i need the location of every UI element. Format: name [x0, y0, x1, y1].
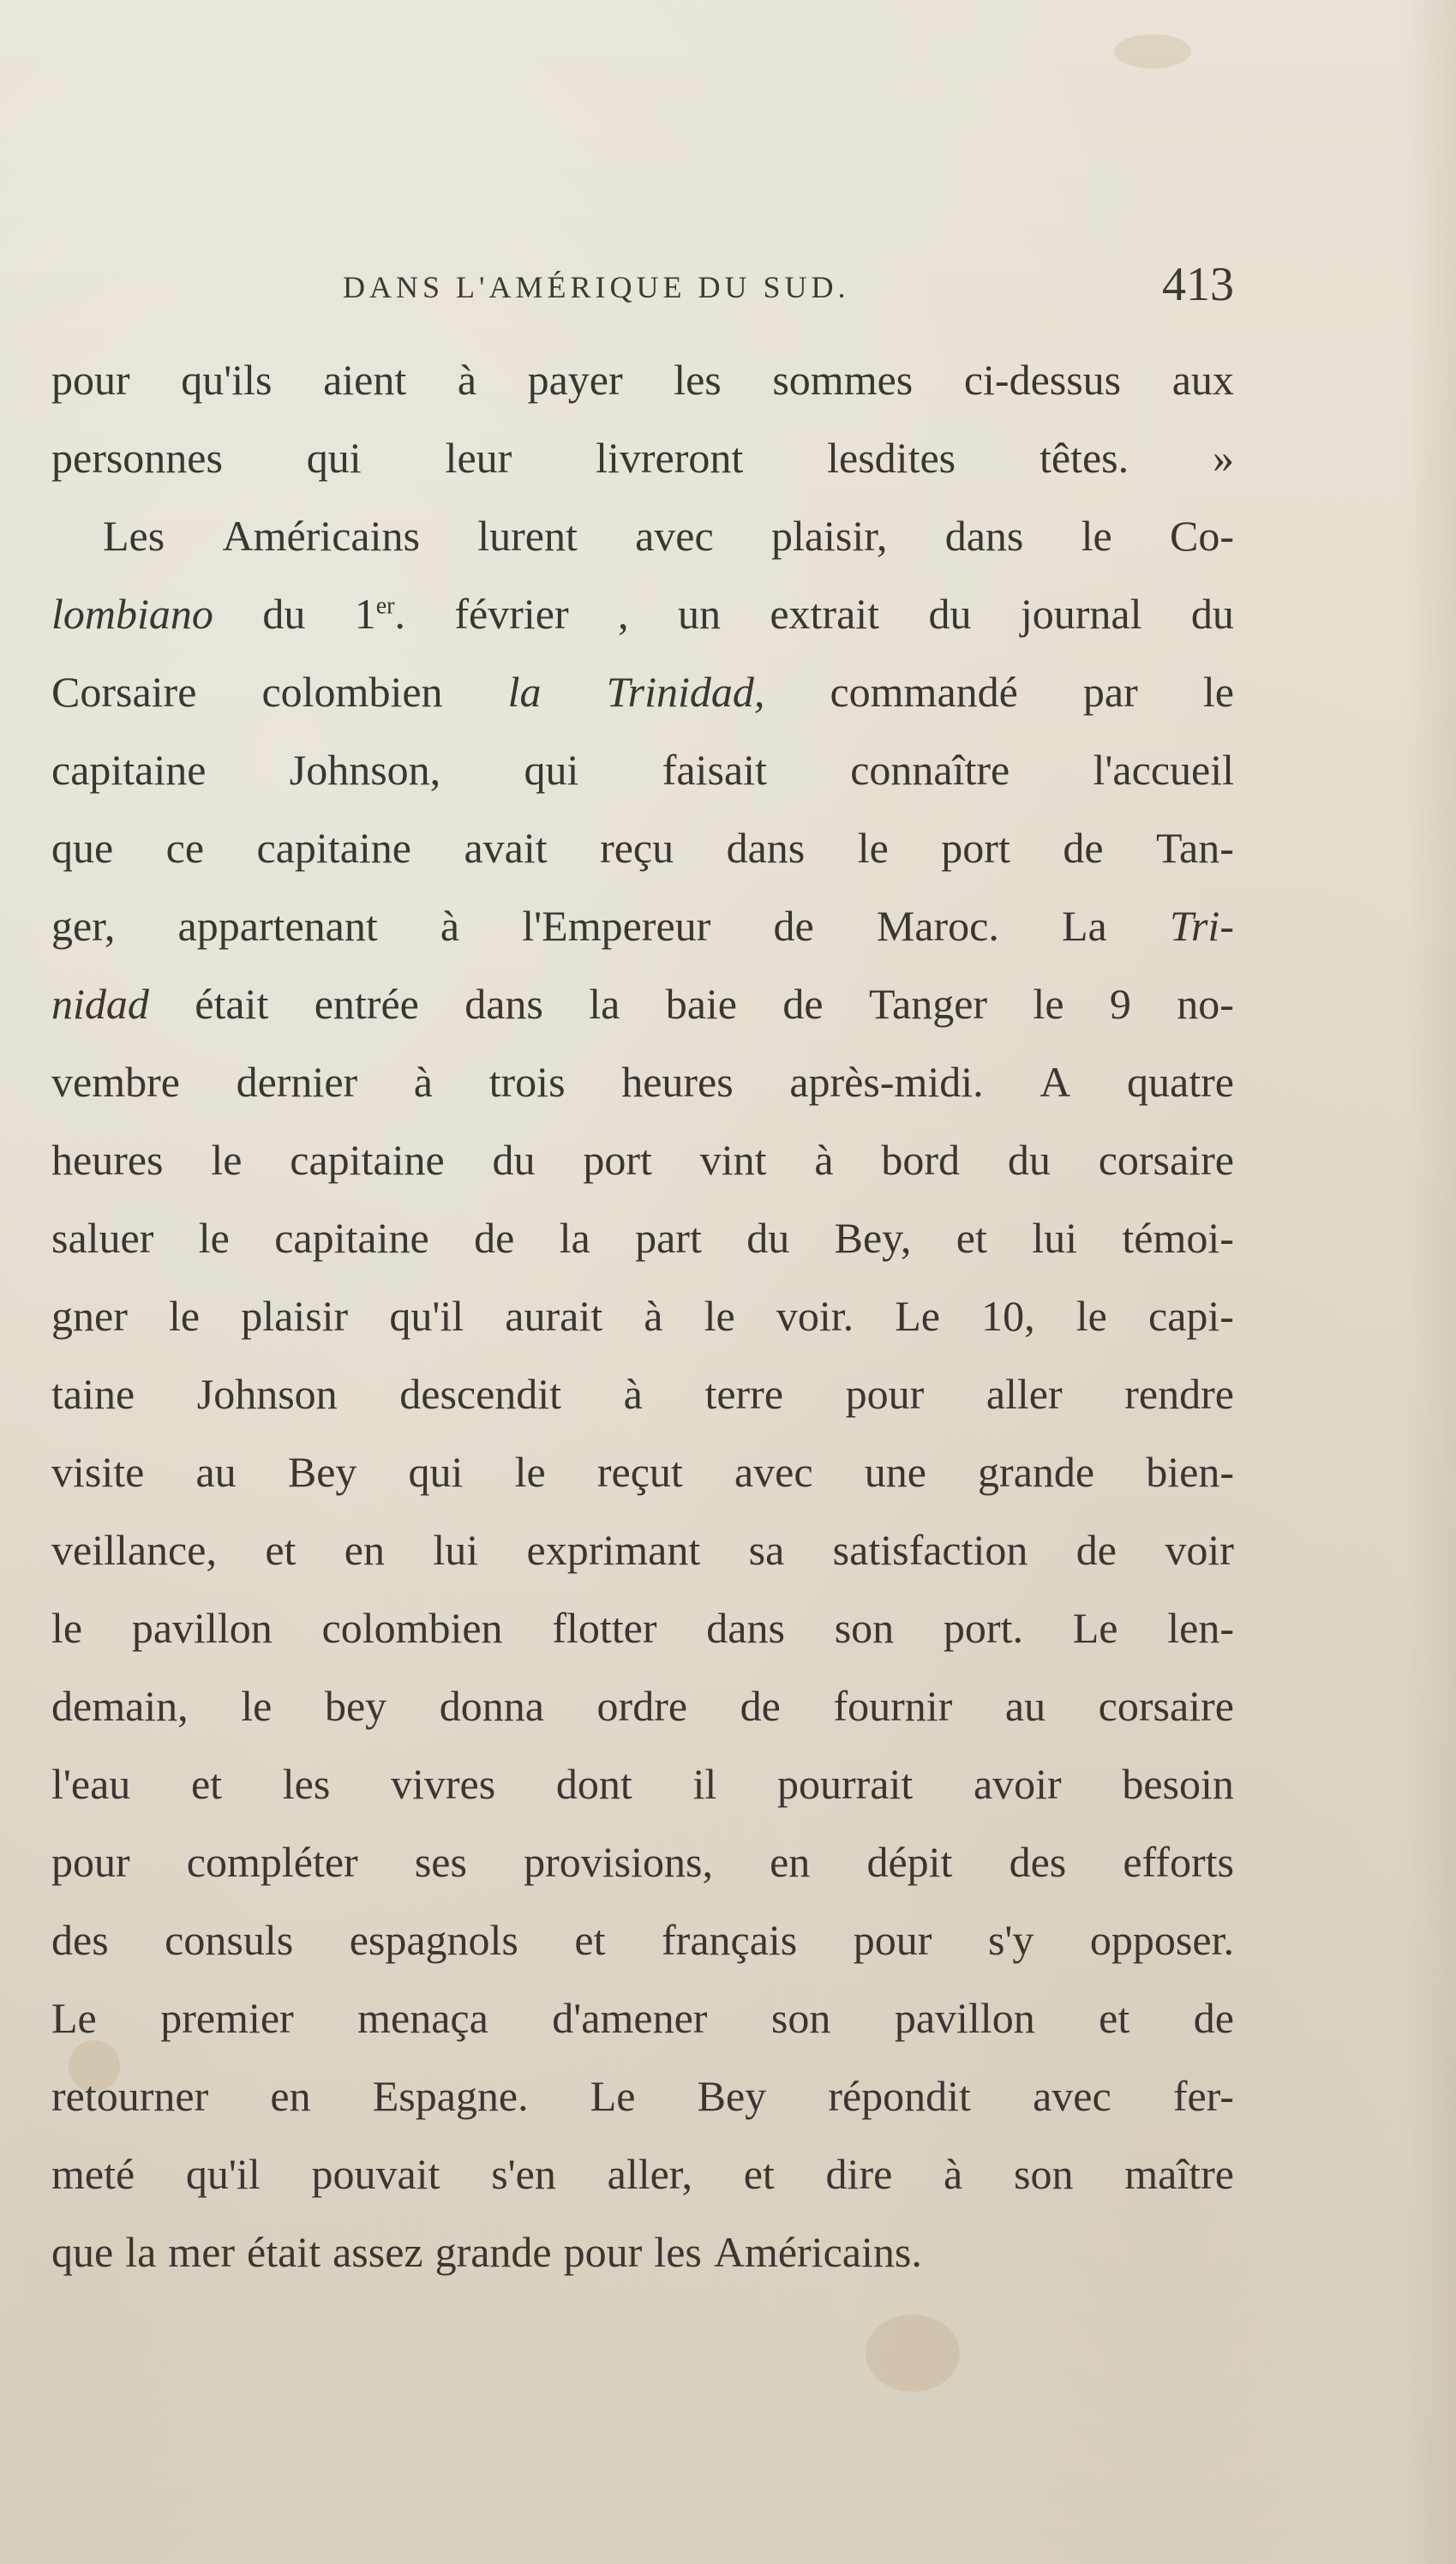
- word: à: [440, 902, 460, 950]
- word: ce: [165, 824, 205, 872]
- word: Johnson: [196, 1370, 338, 1418]
- word: en: [770, 1838, 811, 1886]
- word: qui: [306, 434, 362, 482]
- word: du: [1190, 590, 1234, 638]
- text-line: [51, 809, 1234, 887]
- word: flotter: [552, 1604, 657, 1652]
- word: colombien: [321, 1604, 503, 1652]
- word: heures: [51, 1136, 164, 1184]
- word: le: [168, 1292, 201, 1340]
- word: de: [1193, 1994, 1234, 2042]
- word: extrait: [770, 590, 880, 638]
- word: capitaine: [274, 1214, 429, 1262]
- word: consuls: [165, 1916, 294, 1964]
- word: le: [241, 1682, 273, 1730]
- word: pour: [845, 1370, 925, 1418]
- word: dans: [944, 512, 1024, 560]
- word: du: [262, 590, 306, 638]
- word: pavillon: [894, 1994, 1035, 2042]
- word: avec: [635, 512, 714, 560]
- word: nidad: [51, 980, 149, 1028]
- word: le: [51, 1604, 83, 1652]
- word: son: [770, 1994, 831, 2042]
- word: de: [782, 980, 824, 1028]
- word: le: [704, 1292, 735, 1340]
- text-line: [51, 2213, 1234, 2291]
- word: les: [674, 356, 722, 404]
- word: appartenant: [177, 902, 378, 950]
- word: de: [773, 902, 814, 950]
- word: avec: [734, 1448, 813, 1496]
- word: Tan-: [1155, 824, 1234, 872]
- word: bien-: [1146, 1448, 1234, 1496]
- text-line: [51, 731, 1234, 809]
- word: trois: [488, 1058, 566, 1106]
- text-line: [51, 1277, 1234, 1355]
- body-text: [51, 341, 1234, 2291]
- text-line: [51, 1433, 1234, 1511]
- word: le: [1202, 668, 1234, 716]
- word: pour: [853, 1916, 932, 1964]
- word: après-midi.: [789, 1058, 984, 1106]
- word: La: [1062, 902, 1107, 950]
- word: veillance,: [51, 1526, 217, 1574]
- word: voir: [1165, 1526, 1234, 1574]
- text-line: [51, 965, 1234, 1043]
- word: le: [1033, 980, 1064, 1028]
- word: Bey: [287, 1448, 357, 1496]
- text-line: [51, 887, 1234, 965]
- word: plaisir: [241, 1292, 349, 1340]
- word: s'y: [987, 1916, 1034, 1964]
- word: dépit: [866, 1838, 953, 1886]
- page-number: 413: [1162, 258, 1234, 311]
- word: aller: [986, 1370, 1063, 1418]
- word: compléter: [186, 1838, 358, 1886]
- word: part: [635, 1214, 702, 1262]
- word: fer-: [1172, 2072, 1234, 2120]
- word: heures: [621, 1058, 734, 1106]
- word: le: [1081, 512, 1112, 560]
- page-edge-shadow: [1405, 0, 1456, 2564]
- word: 9: [1109, 980, 1131, 1028]
- word: provisions,: [524, 1838, 713, 1886]
- word: commandé: [830, 668, 1018, 716]
- word: était: [247, 2228, 321, 2276]
- word: les: [654, 2228, 702, 2276]
- text-line: [51, 1199, 1234, 1277]
- word: len-: [1167, 1604, 1234, 1652]
- word: Les: [103, 512, 165, 560]
- word: lurent: [477, 512, 578, 560]
- word: l'accueil: [1093, 746, 1234, 794]
- text-line: [51, 1745, 1234, 1823]
- word: Corsaire: [51, 668, 197, 716]
- word: du: [928, 590, 972, 638]
- word: »: [1212, 434, 1234, 482]
- word: le: [211, 1136, 243, 1184]
- paper-stain: [1114, 34, 1191, 69]
- text-line: [51, 2135, 1234, 2213]
- word: têtes.: [1039, 434, 1129, 482]
- word: Trinidad,: [606, 668, 765, 716]
- word: qu'ils: [181, 356, 273, 404]
- word: dire: [825, 2150, 893, 2198]
- word: que: [51, 824, 114, 872]
- word: Le: [1072, 1604, 1118, 1652]
- word: le: [1076, 1292, 1107, 1340]
- word: gner: [51, 1292, 128, 1340]
- word: qu'il: [185, 2150, 261, 2198]
- word: reçut: [596, 1448, 683, 1496]
- word: français: [662, 1916, 798, 1964]
- word: corsaire: [1098, 1136, 1234, 1184]
- word: dans: [706, 1604, 785, 1652]
- word: avait: [464, 824, 548, 872]
- paper-stain: [866, 2315, 960, 2392]
- word: il: [692, 1760, 717, 1808]
- word: un: [677, 590, 721, 638]
- word: des: [1009, 1838, 1067, 1886]
- word: menaça: [357, 1994, 488, 2042]
- text-line: [51, 1667, 1234, 1745]
- word: des: [51, 1916, 109, 1964]
- word: bey: [324, 1682, 387, 1730]
- word: à: [457, 356, 477, 404]
- word: ger,: [51, 902, 116, 950]
- word: le: [198, 1214, 230, 1262]
- word: du: [746, 1214, 790, 1262]
- page-header: [343, 257, 1234, 326]
- word: de: [474, 1214, 515, 1262]
- text-line: [51, 419, 1234, 497]
- word: payer: [527, 356, 623, 404]
- word: quatre: [1127, 1058, 1234, 1106]
- word: bord: [881, 1136, 961, 1184]
- word: vint: [699, 1136, 767, 1184]
- word: capitaine: [51, 746, 207, 794]
- text-line: [51, 1589, 1234, 1667]
- word: qui: [408, 1448, 464, 1496]
- word: en: [344, 1526, 385, 1574]
- word: aient: [323, 356, 407, 404]
- word: personnes: [51, 434, 223, 482]
- word: était: [195, 980, 269, 1028]
- word: pour: [51, 1838, 130, 1886]
- word: maître: [1124, 2150, 1234, 2198]
- word: de: [740, 1682, 781, 1730]
- word: dans: [464, 980, 543, 1028]
- word: la: [125, 2228, 157, 2276]
- word: grande: [434, 2228, 552, 2276]
- word: Le: [51, 1994, 97, 2042]
- word: à: [623, 1370, 643, 1418]
- text-line: [51, 653, 1234, 731]
- word: à: [814, 1136, 834, 1184]
- word: grande: [978, 1448, 1095, 1496]
- text-line: [51, 575, 1234, 653]
- word: Tri-: [1169, 902, 1234, 950]
- word: le: [514, 1448, 546, 1496]
- word: 1er.: [354, 590, 405, 638]
- word: terre: [704, 1370, 784, 1418]
- word: fournir: [833, 1682, 953, 1730]
- word: Américains.: [713, 2228, 922, 2276]
- word: et: [574, 1916, 606, 1964]
- word: demain,: [51, 1682, 189, 1730]
- word: plaisir,: [770, 512, 888, 560]
- word: pour: [563, 2228, 643, 2276]
- word: pouvait: [311, 2150, 440, 2198]
- word: répondit: [828, 2072, 971, 2120]
- word: descendit: [399, 1370, 562, 1418]
- word: lui: [1032, 1214, 1078, 1262]
- word: vembre: [51, 1058, 180, 1106]
- word: par: [1082, 668, 1138, 716]
- word: pourrait: [776, 1760, 914, 1808]
- word: Bey,: [834, 1214, 912, 1262]
- word: que: [51, 2228, 114, 2276]
- word: capi-: [1148, 1292, 1234, 1340]
- word: assez: [333, 2228, 423, 2276]
- word: efforts: [1123, 1838, 1234, 1886]
- word: voir.: [776, 1292, 854, 1340]
- word: du: [1007, 1136, 1051, 1184]
- word: mer: [168, 2228, 236, 2276]
- word: la: [507, 668, 542, 716]
- word: livreront: [596, 434, 744, 482]
- word: entrée: [314, 980, 419, 1028]
- word: et: [265, 1526, 297, 1574]
- word: no-: [1177, 980, 1234, 1028]
- word: de: [1076, 1526, 1117, 1574]
- word: colombien: [261, 668, 443, 716]
- word: aux: [1171, 356, 1234, 404]
- word: s'en: [491, 2150, 556, 2198]
- word: espagnols: [349, 1916, 518, 1964]
- word: Bey: [697, 2072, 767, 2120]
- text-line: [51, 1355, 1234, 1433]
- word: à: [644, 1292, 663, 1340]
- word: corsaire: [1098, 1682, 1234, 1730]
- word: d'amener: [552, 1994, 708, 2042]
- word: besoin: [1122, 1760, 1234, 1808]
- word: les: [282, 1760, 331, 1808]
- text-line: [51, 1901, 1234, 1979]
- word: la: [559, 1214, 590, 1262]
- word: opposer.: [1089, 1916, 1234, 1964]
- word: dernier: [236, 1058, 358, 1106]
- word: faisait: [662, 746, 767, 794]
- word: avoir: [973, 1760, 1062, 1808]
- word: et: [1099, 1994, 1130, 2042]
- word: son: [1013, 2150, 1074, 2198]
- word: du: [492, 1136, 536, 1184]
- word: capitaine: [256, 824, 411, 872]
- word: témoi-: [1122, 1214, 1234, 1262]
- word: avec: [1033, 2072, 1111, 2120]
- word: Tanger: [868, 980, 988, 1028]
- word: retourner: [51, 2072, 209, 2120]
- word: ses: [414, 1838, 467, 1886]
- text-line: [51, 1511, 1234, 1589]
- word: exprimant: [526, 1526, 701, 1574]
- word: l'eau: [51, 1760, 131, 1808]
- word: et: [190, 1760, 223, 1808]
- word: dans: [726, 824, 806, 872]
- word: Maroc.: [876, 902, 999, 950]
- word: en: [270, 2072, 311, 2120]
- word: donna: [439, 1682, 544, 1730]
- word: qu'il: [389, 1292, 464, 1340]
- word: lombiano: [51, 590, 213, 638]
- word: sommes: [772, 356, 914, 404]
- word: port: [941, 824, 1010, 872]
- word: son: [834, 1604, 895, 1652]
- word: de: [1063, 824, 1104, 872]
- word: reçu: [600, 824, 674, 872]
- word: ci-dessus: [963, 356, 1122, 404]
- word: le: [857, 824, 889, 872]
- word: qui: [524, 746, 579, 794]
- word: port: [583, 1136, 652, 1184]
- word: capitaine: [290, 1136, 445, 1184]
- word: Johnson,: [289, 746, 441, 794]
- word: lui: [433, 1526, 479, 1574]
- word: leur: [445, 434, 512, 482]
- word: port.: [943, 1604, 1023, 1652]
- text-line: [51, 1121, 1234, 1199]
- word: et: [743, 2150, 775, 2198]
- word: rendre: [1124, 1370, 1234, 1418]
- word: au: [1004, 1682, 1046, 1730]
- word: ,: [618, 590, 629, 638]
- word: lesdites: [827, 434, 956, 482]
- text-line: [51, 1979, 1234, 2057]
- word: satisfaction: [832, 1526, 1028, 1574]
- word: sa: [748, 1526, 785, 1574]
- word: aller,: [607, 2150, 692, 2198]
- word: meté: [51, 2150, 135, 2198]
- word: au: [195, 1448, 237, 1496]
- word: Le: [895, 1292, 940, 1340]
- word: saluer: [51, 1214, 154, 1262]
- word: à: [413, 1058, 433, 1106]
- word: Américains: [222, 512, 420, 560]
- word: connaître: [850, 746, 1010, 794]
- word: taine: [51, 1370, 135, 1418]
- text-line: [51, 497, 1234, 575]
- word: la: [589, 980, 620, 1028]
- word: baie: [665, 980, 737, 1028]
- word: Le: [590, 2072, 636, 2120]
- text-line: [51, 2057, 1234, 2135]
- word: pavillon: [131, 1604, 273, 1652]
- word: aurait: [505, 1292, 603, 1340]
- word: ordre: [596, 1682, 688, 1730]
- word: et: [956, 1214, 987, 1262]
- text-line: [51, 1043, 1234, 1121]
- word: février: [454, 590, 569, 638]
- word: premier: [160, 1994, 294, 2042]
- word: visite: [51, 1448, 145, 1496]
- word: l'Empereur: [522, 902, 711, 950]
- word: pour: [51, 356, 130, 404]
- word: à: [944, 2150, 963, 2198]
- word: une: [864, 1448, 926, 1496]
- word: journal: [1020, 590, 1142, 638]
- word: 10,: [981, 1292, 1035, 1340]
- word: dont: [555, 1760, 632, 1808]
- running-head: DANS L'AMÉRIQUE DU SUD.: [343, 270, 850, 304]
- word: vivres: [391, 1760, 496, 1808]
- text-line: [51, 1823, 1234, 1901]
- word: A: [1040, 1058, 1071, 1106]
- word: Espagne.: [372, 2072, 529, 2120]
- text-line: [51, 341, 1234, 419]
- word: Co-: [1169, 512, 1234, 560]
